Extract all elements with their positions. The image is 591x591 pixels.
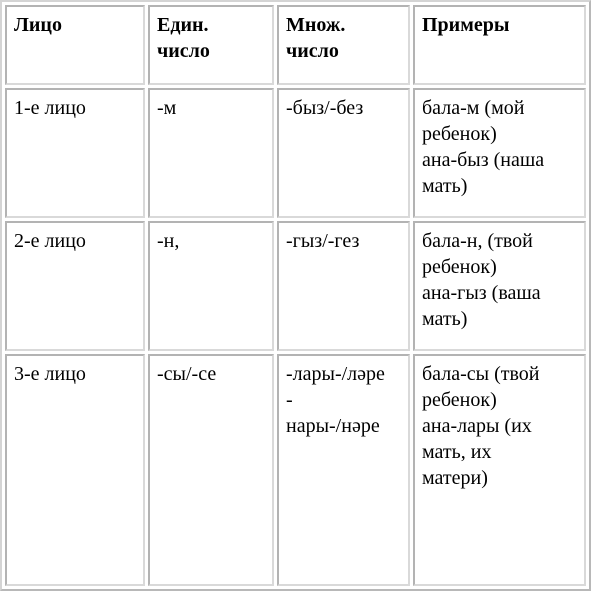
cell-plural [277,221,410,351]
table-row [5,88,586,218]
cell-singular [148,354,274,586]
cell-person [5,88,145,218]
plural-suffix-line-3: нары-/нәре [286,415,380,437]
example-line [422,415,532,437]
example-gloss-end: мать) [422,308,468,330]
example-word: бала-м [422,97,480,119]
singular-suffix: -сы/-се [157,363,217,385]
plural-suffix-line-2: - [286,389,293,411]
person-label: 2-е лицо [14,230,86,252]
example-gloss-end: мать, [422,441,466,463]
cell-singular [148,88,274,218]
header-person [5,5,145,85]
cell-singular [148,221,274,351]
plural-suffix: -гыз/-гез [286,230,360,252]
example-gloss-start: (твой [494,363,540,385]
header-singular [148,5,274,85]
cell-plural [277,88,410,218]
example-line [422,230,533,252]
example-gloss-start: (наша [493,149,545,171]
example-word: бала-сы [422,363,490,385]
example-gloss-end: ребенок) [422,256,497,278]
example-line [422,97,524,119]
header-plural [277,5,410,85]
table-header-row [5,5,586,85]
example-gloss-end: мать) [422,175,468,197]
plural-suffix: -быз/-без [286,97,364,119]
header-person-label: Лицо [14,14,62,36]
example-word: бала-н, [422,230,483,252]
header-examples-label: Примеры [422,14,510,36]
example-gloss-start: (их [504,415,532,437]
example-word: ана-лары [422,415,500,437]
example-gloss-extra: их [470,441,492,463]
example-gloss-final: матери) [422,467,488,489]
header-singular-line-2: число [157,40,210,62]
example-gloss-end: ребенок) [422,389,497,411]
table-row [5,221,586,351]
example-word: ана-быз [422,149,489,171]
example-gloss-start: (мой [484,97,525,119]
person-label: 3-е лицо [14,363,86,385]
header-plural-line-1: Множ. [286,14,346,36]
cell-person [5,354,145,586]
singular-suffix: -н, [157,230,180,252]
table-row [5,354,586,586]
example-line [422,441,491,463]
header-singular-line-1: Един. [157,14,209,36]
cell-examples [413,221,586,351]
example-gloss-end: ребенок) [422,123,497,145]
plural-suffix-line-1: -лары-/ләре [286,363,385,385]
example-line [422,149,544,171]
person-label: 1-е лицо [14,97,86,119]
singular-suffix: -м [157,97,177,119]
cell-examples [413,354,586,586]
cell-person [5,221,145,351]
example-line [422,282,541,304]
example-word: ана-гыз [422,282,487,304]
example-gloss-start: (твой [487,230,533,252]
example-gloss-start: (ваша [491,282,541,304]
example-line [422,363,539,385]
cell-examples [413,88,586,218]
cell-plural [277,354,410,586]
header-plural-line-2: число [286,40,339,62]
header-examples [413,5,586,85]
